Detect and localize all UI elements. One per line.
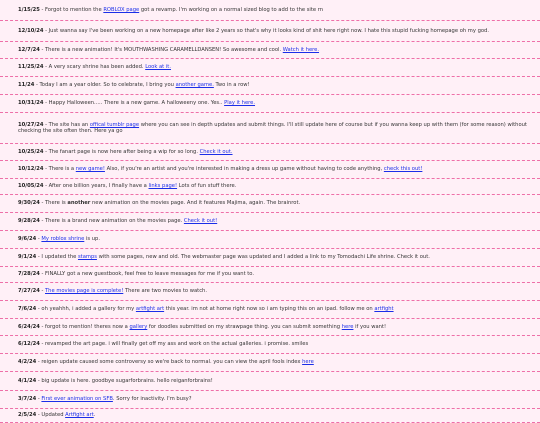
update-link[interactable]: check this out! [383,166,423,173]
update-entry [0,213,540,231]
update-date: 3/7/24 [18,396,37,403]
update-entry [0,231,540,249]
update-entry [0,249,540,267]
update-date: 9/6/24 [18,236,37,243]
update-entry [0,354,540,372]
update-text-segment: - [36,236,42,243]
update-text-segment: another [67,200,91,207]
update-text-segment: - There is [39,200,68,207]
update-link[interactable]: My roblox shrine [41,236,85,243]
update-text [18,324,536,330]
update-text-segment: - FINALLY got a new guestbook, feel free to leave messages for me if you want to. [39,271,255,278]
update-text-segment: new animation on the movies page. And it features Majima, again. The brainrot. [90,200,301,207]
update-entry [0,42,540,59]
update-text [18,200,536,206]
update-text-segment: - The site has an [43,121,90,128]
update-entry [0,161,540,179]
update-entry [0,179,540,195]
update-text [18,82,536,88]
update-text [18,166,536,172]
update-date: 7/28/24 [18,271,40,278]
update-date: 4/2/24 [18,359,37,366]
update-text [18,7,536,13]
update-text [18,396,536,402]
update-entry [0,267,540,283]
update-text-segment: . Sorry for inactivity. I'm busy? [112,396,192,403]
update-link[interactable]: Check it out. [199,148,233,155]
update-text [18,378,536,384]
update-entry [0,59,540,77]
update-link[interactable]: another game. [175,82,214,89]
update-text [18,288,536,294]
update-link[interactable]: links page! [148,183,178,190]
update-entry [0,144,540,161]
update-date: 4/1/24 [18,377,37,384]
update-date: 6/12/24 [18,341,40,348]
update-entry [0,391,540,409]
update-date: 11/24 [18,82,35,89]
update-link[interactable]: artfight art [135,306,165,313]
update-entry [0,95,540,113]
update-text-segment: - Happy Halloween..... There is a new game. A halloweeny one. Yes.. [43,100,225,107]
update-date: 12/10/24 [18,27,44,34]
update-text-segment: with some pages, new and old. The webmaster page was updated and I added a link to my Tomodachi Life shrine. Check it out. [96,254,430,261]
update-text [18,149,536,155]
update-text [18,64,536,70]
update-text-segment: - forgot to mention! theres now a [39,323,130,330]
update-link[interactable]: new game! [75,166,105,173]
update-text [18,359,536,365]
update-entry [0,77,540,95]
update-entry [0,301,540,319]
update-link[interactable]: Check it out! [183,218,218,225]
update-date: 10/27/24 [18,121,44,128]
update-text-segment: - I updated the [36,254,78,261]
update-text-segment: Two in a row! [213,82,250,89]
update-text-segment: for doodles submitted on my strawpage thing. you can submit something [147,323,342,330]
update-text [18,183,536,189]
update-entry [0,319,540,336]
update-link[interactable]: ROBLOX page [103,6,140,13]
update-date: 1/15/25 [18,6,40,13]
update-link[interactable]: Look at it. [145,64,171,71]
update-link[interactable]: here [302,359,314,366]
update-text-segment: - There is a [43,166,76,173]
update-text-segment: Lots of fun stuff there. [177,183,237,190]
update-entry [0,336,540,354]
update-text [18,306,536,312]
update-entry [0,372,540,391]
update-text-segment: . [93,412,96,419]
update-text [18,122,536,134]
update-text-segment: is up. [84,236,100,243]
update-text-segment: this year. im not at home right now so i am typing this on an ipad. follow me on [164,306,375,313]
update-text [18,47,536,53]
update-link[interactable]: Artfight art [65,412,94,419]
update-date: 10/12/24 [18,166,44,173]
update-entry [0,409,540,423]
update-entry [0,195,540,213]
update-date: 10/31/24 [18,100,44,107]
update-text-segment: - A very scary shrine has been added. [43,64,146,71]
update-text-segment: - Forgot to mention the [39,6,104,13]
update-text-segment: There are two movies to watch. [123,288,207,295]
update-date: 10/25/24 [18,148,44,155]
update-entry [0,21,540,42]
update-entry [0,0,540,21]
update-date: 9/1/24 [18,254,37,261]
update-text-segment: - Just wanna say I've been working on a new homepage after like 2 years so that's why it looks kind of shit here right now. I hate this stupid fucking homepage oh my god. [43,27,489,34]
update-text [18,254,536,260]
update-link[interactable]: Play it here. [224,100,256,107]
update-link[interactable]: Watch it here. [282,46,320,53]
update-entry [0,113,540,144]
update-text [18,271,536,277]
update-text [18,341,536,347]
update-text-segment: - Updated [36,412,66,419]
update-text [18,218,536,224]
update-text-segment: - oh yeahhh, i added a gallery for my [36,306,136,313]
update-text [18,28,536,34]
update-text [18,100,536,106]
update-link[interactable]: artfight [374,306,394,313]
update-date: 6/24/24 [18,323,40,330]
update-text-segment: - [36,396,42,403]
update-date: 9/30/24 [18,200,40,207]
update-link[interactable]: stamps [77,254,97,261]
update-link[interactable]: here [341,323,354,330]
update-text-segment: if you want! [353,323,387,330]
update-date: 11/25/24 [18,64,44,71]
update-text [18,412,536,418]
update-date: 7/6/24 [18,306,37,313]
update-date: 12/7/24 [18,46,40,53]
update-date: 10/05/24 [18,183,44,190]
update-text-segment: - [39,288,46,295]
update-entry [0,283,540,301]
update-date: 2/5/24 [18,412,37,419]
update-text-segment: - reigen update caused some controversy so we're back to normal. you can view the april fools index [36,359,303,366]
update-text-segment: Also, if you're an artist and you're interested in making a dress up game without having to code anything, [104,166,384,173]
update-link[interactable]: First ever animation on SFB [41,396,113,403]
update-text-segment: where you can see in depth updates and submit things. I'll still update here of course but if you wanna keep up with them (for some reason) without checking the site often then. Here ya go [18,121,527,134]
update-link[interactable]: The movies page is complete! [45,288,124,295]
update-date: 9/28/24 [18,218,40,225]
update-text-segment: - big update is here. goodbye sugarforbrains. hello reiganforbrains! [36,377,213,384]
update-text-segment: - The fanart page is now here after being a wip for so long. [43,148,200,155]
update-link[interactable]: gallery [129,323,148,330]
update-date: 7/27/24 [18,288,40,295]
update-text-segment: - Today I am a year older. So to celebrate, I bring you [34,82,176,89]
update-link[interactable]: offical tumblr page [89,121,140,128]
update-text-segment: - After one billion years, I finally have a [43,183,149,190]
update-text-segment: - revamped the art page. i will finally get off my ass and work on the actual galleries. i promise. smiles [39,341,309,348]
update-text-segment: - There is a new animation! It's MOUTHWASHING CARAMELLDANSEN! So awesome and cool. [39,46,283,53]
update-text-segment: got a revamp. I'm working on a normal sized blog to add to the site rn [139,6,324,13]
update-text [18,236,536,242]
update-text-segment: - There is a brand new animation on the movies page. [39,218,184,225]
